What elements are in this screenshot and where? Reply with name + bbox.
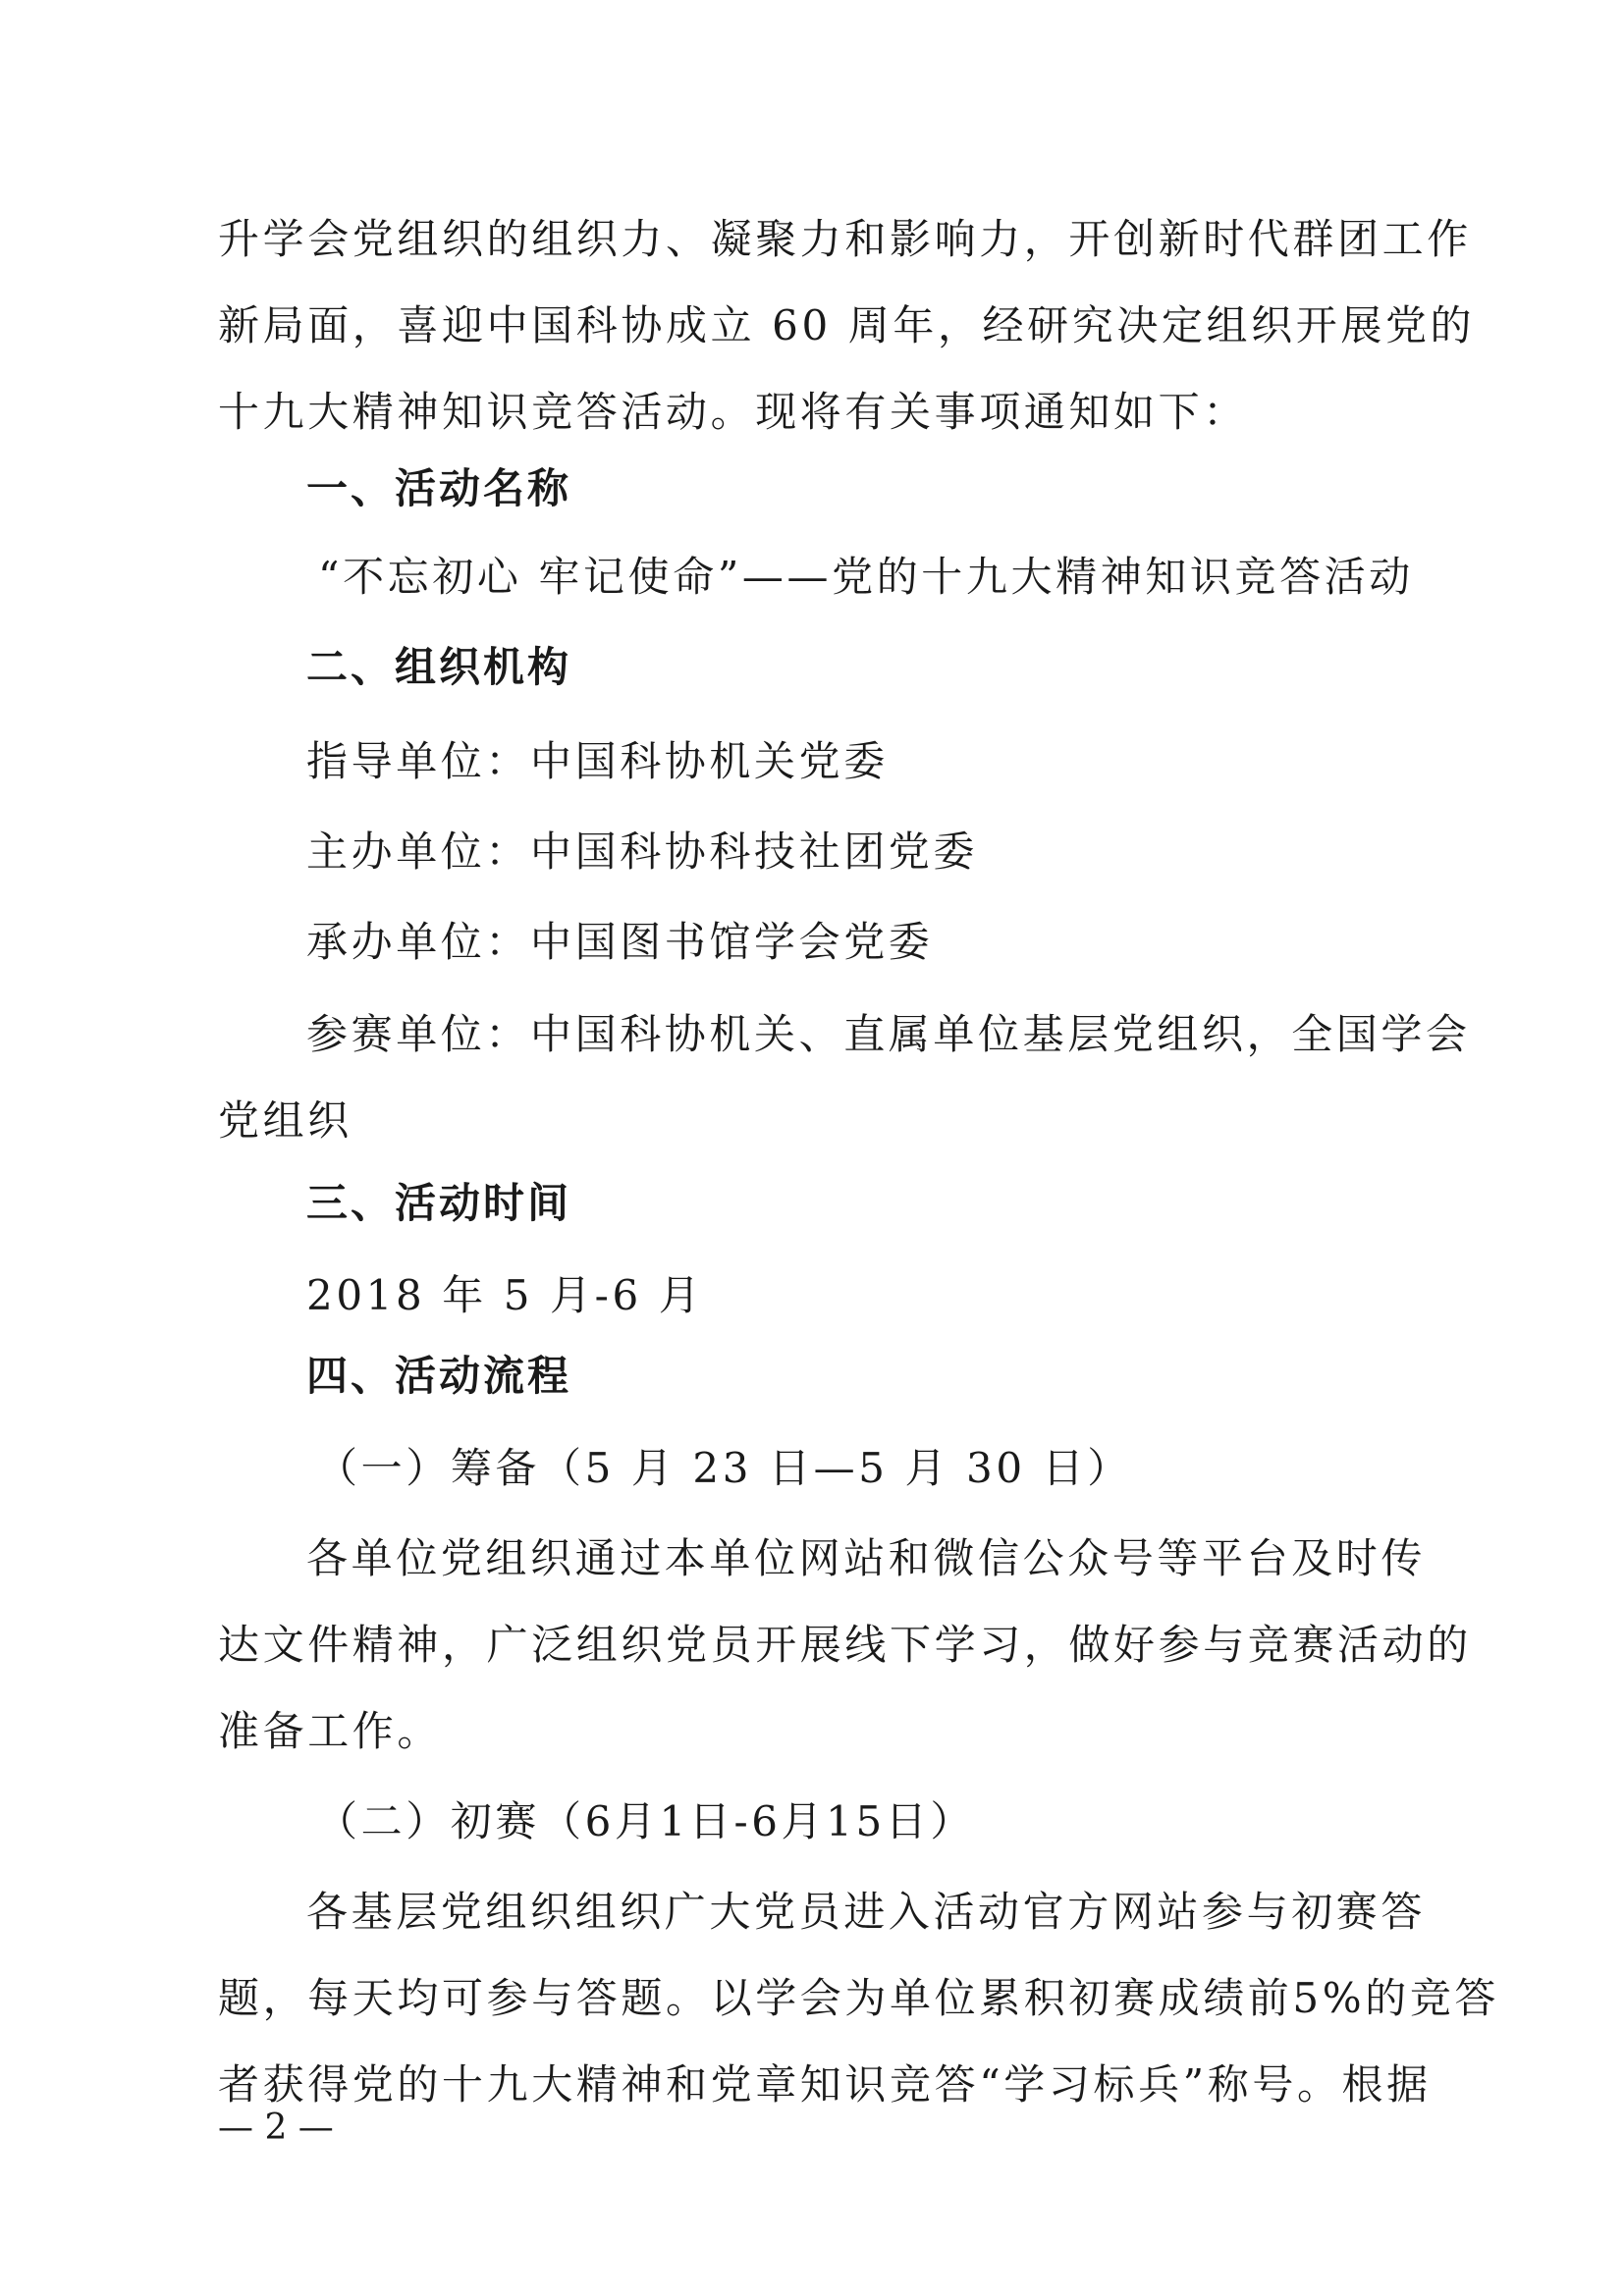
paragraph-line: 十九大精神知识竞答活动。现将有关事项通知如下：: [218, 388, 1248, 436]
page-number: — 2 —: [218, 2108, 334, 2148]
section-heading: 二、组织机构: [306, 643, 572, 691]
paragraph-line: 新局面，喜迎中国科协成立 60 周年，经研究决定组织开展党的: [218, 301, 1476, 349]
section-heading: 三、活动时间: [306, 1179, 572, 1227]
subsection-heading: （二）初赛（6月1日-6月15日）: [316, 1797, 976, 1845]
org-line: 指导单位：中国科协机关党委: [306, 737, 889, 785]
paragraph-line: 者获得党的十九大精神和党章知识竞答“学习标兵”称号。根据: [218, 2060, 1432, 2109]
paragraph-line: 各基层党组织组织广大党员进入活动官方网站参与初赛答: [306, 1888, 1427, 1936]
org-line: 承办单位：中国图书馆学会党委: [306, 918, 934, 966]
paragraph-line: 准备工作。: [218, 1707, 443, 1755]
paragraph-line: 达文件精神，广泛组织党员开展线下学习，做好参与竞赛活动的: [218, 1621, 1472, 1669]
section-heading: 四、活动流程: [306, 1352, 572, 1400]
date-line: 2018 年 5 月-6 月: [306, 1271, 704, 1319]
paragraph-line: 各单位党组织通过本单位网站和微信公众号等平台及时传: [306, 1534, 1427, 1582]
paragraph-line: “不忘初心 牢记使命”——党的十九大精神知识竞答活动: [318, 553, 1414, 601]
org-line: 党组织: [218, 1096, 352, 1145]
section-heading: 一、活动名称: [306, 464, 572, 512]
subsection-heading: （一）筹备（5 月 23 日—5 月 30 日）: [316, 1444, 1132, 1492]
org-line: 参赛单位：中国科协机关、直属单位基层党组织，全国学会: [306, 1010, 1471, 1058]
org-line: 主办单位：中国科协科技社团党委: [306, 828, 979, 876]
paragraph-line: 题，每天均可参与答题。以学会为单位累积初赛成绩前5%的竞答: [218, 1974, 1500, 2022]
paragraph-line: 升学会党组织的组织力、凝聚力和影响力，开创新时代群团工作: [218, 215, 1472, 263]
